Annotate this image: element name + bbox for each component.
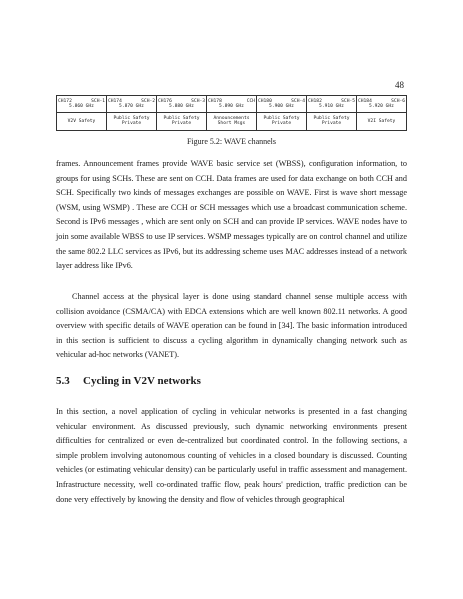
channel-use-line: Private [271, 121, 292, 127]
body-paragraph: In this section, a novel application of cycling in vehicular networks is presented in a fast changing vehicular environment. As discussed previously, such dynamic networking environments present difficulties for centralized or even de-centralized but coordinated control. In the following sections, a simple problem involving autonomous counting of vehicles in a closed boundary is discussed. Counting vehicles (or estimating vehicular density) can be particularly useful in traffic assessment and management. Infrastructure necessity, well co-ordinated traffic flow, peak hours' prediction, traffic prediction can be done very effectively by knowing the density and flow of vehicles through geographical [56, 407, 407, 504]
channel-name: CH174 [108, 98, 122, 104]
section-number: 5.3 [56, 375, 70, 387]
body-paragraph: frames. Announcement frames provide WAVE basic service set (WBSS), configuration information, to groups for using SCHs. These are sent on CCH. Data frames are used for data exchange on both CCH and SCH. Specifically two kinds of messages exchanges are possible on WAVE. First is wave short message (WSM, using WSMP) . These are CCH or SCH messages which use a broadcast communication scheme. Second is IPv6 messages , which are sent only on SCH and can provide IP services. WAVE nodes have to join some available WBSS to use IP services. WSMP messages typically are on control channel and utilize the same 802.2 LLC services as IPv6, but its addressing scheme uses MAC addresses instead of a network layer address like IPv6. [56, 159, 407, 271]
channel-use-line: Announcements [213, 116, 250, 122]
channel-use-cell [107, 112, 157, 130]
channel-frequency: 5.890 GHz [219, 103, 244, 109]
channel-name: CH182 [308, 98, 322, 104]
wave-channel-table [56, 95, 407, 131]
channel-cell [57, 96, 107, 113]
channel-cell [257, 96, 307, 113]
channel-use-cell [57, 112, 107, 130]
channel-use-row [57, 112, 407, 130]
channel-use-line: Public Safety [113, 116, 150, 122]
channel-use-line: Private [171, 121, 192, 127]
channel-use-line: Short Msgs [217, 121, 246, 127]
channel-frequency: 5.900 GHz [269, 103, 294, 109]
channel-frequency: 5.860 GHz [69, 103, 94, 109]
channel-use-cell [207, 112, 257, 130]
channel-frequency: 5.920 GHz [369, 103, 394, 109]
section-title: Cycling in V2V networks [83, 375, 201, 387]
channel-name: CH176 [158, 98, 172, 104]
channel-use-line: Public Safety [263, 116, 300, 122]
channel-type: SCH-2 [141, 98, 155, 104]
figure-caption: Figure 5.2: WAVE channels [186, 137, 277, 146]
channel-type: SCH-5 [341, 98, 355, 104]
channel-use-line: V2I Safety [367, 118, 396, 124]
channel-header-row [57, 96, 407, 113]
channel-type: CCH [246, 98, 255, 104]
channel-use-line: Private [321, 121, 342, 127]
channel-type: SCH-6 [391, 98, 405, 104]
channel-type: SCH-3 [191, 98, 205, 104]
section-heading [56, 375, 201, 387]
channel-cell [107, 96, 157, 113]
channel-frequency: 5.870 GHz [119, 103, 144, 109]
channel-use-line: Public Safety [163, 116, 200, 122]
channel-use-line: V2V Safety [67, 118, 96, 124]
channel-use-cell [157, 112, 207, 130]
channel-use-cell [357, 112, 407, 130]
channel-cell [157, 96, 207, 113]
channel-name: CH180 [258, 98, 272, 104]
channel-frequency: 5.880 GHz [169, 103, 194, 109]
channel-cell [307, 96, 357, 113]
channel-name: CH184 [358, 98, 372, 104]
page-number: 48 [395, 80, 404, 90]
channel-name: CH178 [208, 98, 222, 104]
channel-cell [357, 96, 407, 113]
channel-frequency: 5.910 GHz [319, 103, 344, 109]
channel-type: SCH-1 [91, 98, 105, 104]
channel-cell [207, 96, 257, 113]
channel-use-cell [307, 112, 357, 130]
channel-name: CH172 [58, 98, 72, 104]
channel-type: SCH-4 [291, 98, 305, 104]
channel-use-cell [257, 112, 307, 130]
body-paragraph: Channel access at the physical layer is done using standard channel sense multiple access with collision avoidance (CSMA/CA) with EDCA extensions which are well known 802.11 networks. A good overview with specific details of WAVE operation can be found in [34]. The basic information introduced in this section is sufficient to discuss a cycling algorithm in dynamically changing network such as vehicular ad-hoc networks (VANET). [56, 292, 407, 360]
channel-use-line: Private [121, 121, 142, 127]
channel-use-line: Public Safety [313, 116, 350, 122]
